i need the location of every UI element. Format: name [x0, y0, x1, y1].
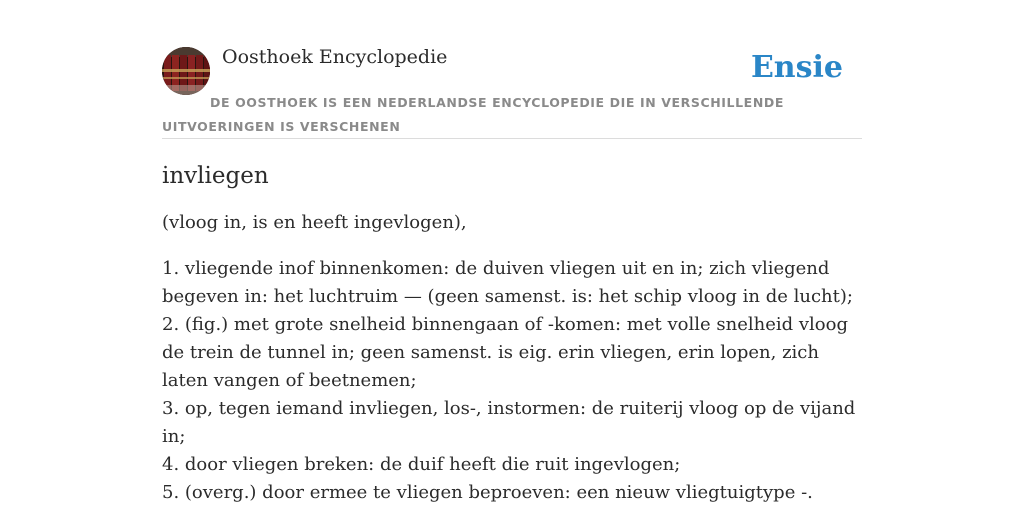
source-avatar[interactable]: [162, 47, 210, 95]
entry-title: invliegen: [162, 163, 269, 189]
definition-item: 3. op, tegen iemand invliegen, los-, instormen: de ruiterij vloog op de vijand in;: [162, 398, 856, 447]
ensie-logo[interactable]: Ensie: [750, 50, 843, 85]
definition-item: 4. door vliegen breken: de duif heeft die ruit ingevlogen;: [162, 454, 681, 475]
definition-item: 5. (overg.) door ermee te vliegen beproeven: een nieuw vliegtuigtype -.: [162, 482, 813, 503]
source-header: [162, 44, 862, 139]
entry-grammar: (vloog in, is en heeft ingevlogen),: [162, 212, 467, 233]
encyclopedia-books-icon: [162, 47, 210, 95]
definition-list: [162, 255, 862, 507]
definition-item: 1. vliegende inof binnenkomen: de duiven vliegen uit en in; zich vliegend begeven in: het luchtruim — (geen samenst. is: het schip vloog in de lucht);: [162, 258, 853, 307]
source-title[interactable]: Oosthoek Encyclopedie: [222, 46, 448, 68]
definition-item: 2. (fig.) met grote snelheid binnengaan of -komen: met volle snelheid vloog de trein de tunnel in; geen samenst. is eig. erin vliegen, erin lopen, zich laten vangen of beetnemen;: [162, 314, 848, 391]
entry-card: [162, 44, 862, 507]
source-description: DE OOSTHOEK IS EEN NEDERLANDSE ENCYCLOPEDIE DIE IN VERSCHILLENDE UITVOERINGEN IS VERSCHENEN: [162, 95, 784, 134]
